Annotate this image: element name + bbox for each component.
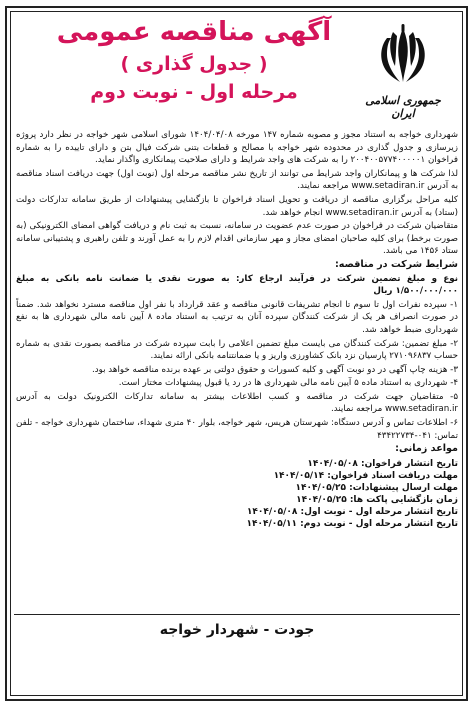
date-row: مهلت دریافت اسناد فراخوان: ۱۴۰۴/۰۵/۱۴ (273, 470, 458, 481)
conditions-heading: شرایط شرکت در مناقصه: (334, 258, 458, 270)
header (14, 14, 460, 126)
iran-emblem-icon (373, 24, 433, 90)
dates-list (16, 458, 458, 530)
guarantee-text: نوع و مبلغ تضمین شرکت در فرآیند ارجاع کار: به صورت نقدی یا ضمانت نامه بانکی به مبلغ ۱/۵۰۰/۰۰۰/۰۰۰ ریال (16, 273, 458, 297)
signature: جودت - شهردار خواجه (159, 622, 315, 638)
condition-6: ۶- اطلاعات تماس و آدرس دستگاه: شهرستان هریس، شهر خواجه، بلوار ۴۰ متری شهداء، ساختمان شهرداری خواجه - تلفن تماس: ۰۴۱-۴۳۴۲۲۷۳۴ (16, 418, 458, 441)
emblem (352, 24, 454, 120)
condition-5: ۵- متقاضیان جهت شرکت در مناقصه و کسب اطلاعات بیشتر به سامانه تدارکات الکترونیک دولت به آدرس www.setadiran.ir مراجعه نمایند. (16, 391, 458, 415)
date-row: تاریخ انتشار فراخوان: ۱۴۰۴/۰۵/۰۸ (307, 458, 458, 469)
condition-4: ۴- شهرداری به استناد ماده ۵ آیین نامه مالی شهرداری ها در رد یا قبول پیشنهادات مختار است. (118, 378, 458, 389)
paragraph-setad-process: کلیه مراحل برگزاری مناقصه از دریافت و تحویل اسناد فراخوان تا بازگشایی پیشنهادات از طریق سامانه تدارکات دولت (ستاد) به آدرس www.setadiran.ir انجام خواهد شد. (16, 194, 458, 218)
date-row: مهلت ارسال پیشنهادات: ۱۴۰۴/۰۵/۲۵ (295, 482, 458, 493)
announcement-body (16, 129, 458, 614)
date-row: تاریخ انتشار مرحله اول - نوبت اول: ۱۴۰۴/۰۵/۰۸ (246, 506, 458, 517)
announcement-stage: مرحله اول - نوبت دوم (90, 81, 298, 103)
footer-divider (14, 614, 460, 615)
intro-paragraph: شهرداری خواجه به استناد مجوز و مصوبه شماره ۱۴۷ مورخه ۱۴۰۴/۰۴/۰۸ شورای اسلامی شهر خواجه در نظر دارد پروژه زیرسازی و جدول گذاری در محدوده شهر خواجه با مصالح و قطعات بتنی شرکت فیال بتن و دارای تاییده را به شماره فراخوان ۲۰۰۴۰۰۵۷۷۴۰۰۰۰۰۱ را به شرکت های واجد شرایط و دارای صلاحیت پیمانکاری واگذار نماید. (16, 130, 458, 166)
paragraph-registration: متقاضیان شرکت در فراخوان در صورت عدم عضویت در سامانه، نسبت به ثبت نام و دریافت گواهی امضای الکترونیکی (به صورت برخط) برای کلیه صاحبان امضای مجاز و مهر سازمانی اقدام لازم را به عمل آورند و تلفن راهبری و پشتیبانی سامانه ستاد ۱۴۵۶ می باشد. (16, 221, 458, 257)
condition-2: ۲- مبلغ تضمین: شرکت کنندگان می بایست مبلغ تضمین اعلامی را بابت سپرده شرکت در مناقصه بصورت نقدی به شماره حساب ۲۷۱۰۹۶۸۳۷ پارسیان نزد بانک کشاورزی واریز و یا ضمانتنامه بانکی ارائه نمایند. (16, 338, 458, 362)
announcement-subtitle: ( جدول گذاری ) (120, 53, 268, 75)
emblem-caption: جمهوری اسلامی ایران (365, 94, 441, 120)
condition-3: ۳- هزینه چاپ آگهی در دو نوبت آگهی و کلیه کسورات و حقوق دولتی بر عهده برنده مناقصه خواهد بود. (92, 364, 458, 375)
title-block (44, 14, 344, 106)
condition-1: ۱- سپرده نفرات اول تا سوم تا انجام تشریفات قانونی مناقصه و عقد قرارداد با نفر اول مناقصه مسترد نخواهد شد. ضمناً در صورت انصراف هر یک از شرکت کنندگان سپرده آنان به ترتیب به استناد ماده ۸ آیین نامه مالی شهرداری ها به نفع شهرداری ضبط خواهد شد. (16, 299, 458, 335)
paragraph-website: لذا شرکت ها و پیمانکاران واجد شرایط می توانند از تاریخ نشر مناقصه مرحله اول (نوبت اول) جهت دریافت اسناد مناقصه به آدرس www.setadiran.ir مراجعه نمایند. (16, 168, 458, 192)
date-row: زمان بازگشایی پاکت ها: ۱۴۰۴/۰۵/۲۵ (296, 494, 458, 505)
dates-heading: مواعد زمانی: (395, 443, 458, 455)
announcement-title: آگهی مناقصه عمومی (56, 17, 332, 47)
date-row: تاریخ انتشار مرحله اول - نوبت دوم: ۱۴۰۴/۰۵/۱۱ (246, 518, 458, 529)
